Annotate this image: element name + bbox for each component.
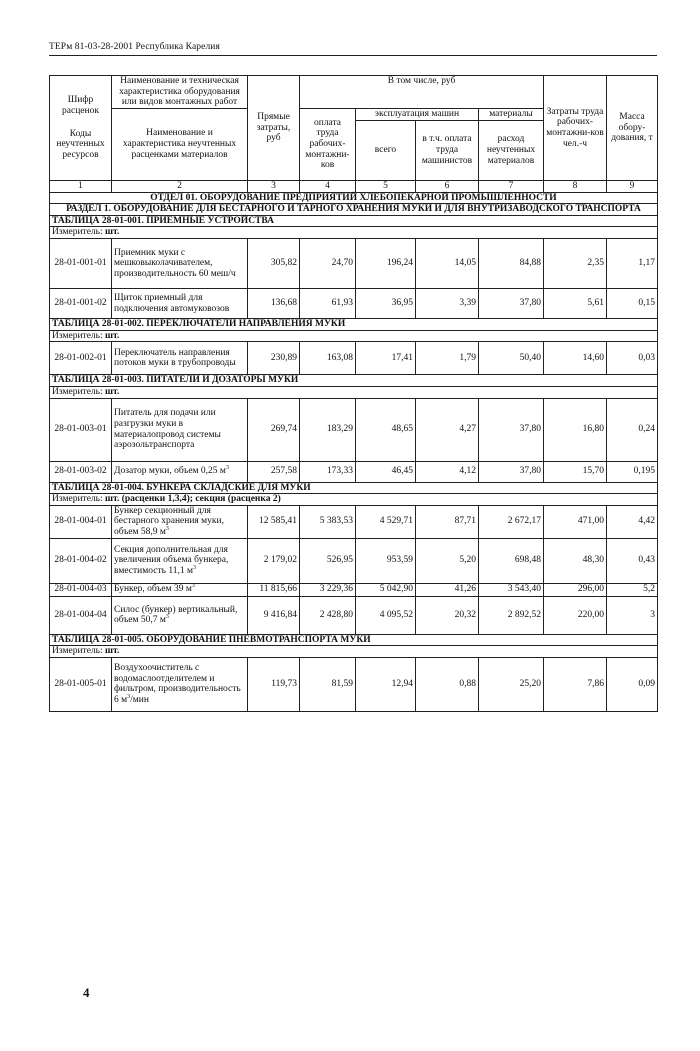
labor-pay: 24,70	[300, 239, 356, 289]
table-title: ТАБЛИЦА 28-01-003. ПИТАТЕЛИ И ДОЗАТОРЫ МУКИ	[50, 375, 658, 387]
item-name: Щиток приемный для подключения автомуковозов	[114, 292, 230, 314]
item-name-sup: 3	[191, 583, 195, 590]
unit-label: Измеритель:	[52, 386, 103, 397]
machine-total: 196,24	[356, 239, 416, 289]
table-row	[50, 398, 658, 461]
item-name-cell	[112, 342, 248, 375]
col-machines-header: эксплуатация машин	[356, 108, 479, 120]
item-name-cell	[112, 398, 248, 461]
labor-cost: 5,61	[544, 289, 607, 319]
labor-cost: 2,35	[544, 239, 607, 289]
item-name: Бункер секционный для бестарного хранения муки, объем 58,9 м	[114, 505, 224, 537]
column-number: 5	[356, 180, 416, 192]
header-row-1	[50, 76, 658, 109]
direct-cost: 230,89	[248, 342, 300, 375]
unit-label: Измеритель:	[52, 227, 103, 238]
col-materials-header: материалы	[479, 108, 544, 120]
otdel-heading: ОТДЕЛ 01. ОБОРУДОВАНИЕ ПРЕДПРИЯТИЙ ХЛЕБОПЕКАРНОЙ ПРОМЫШЛЕННОСТИ	[50, 192, 658, 204]
labor-cost: 15,70	[544, 461, 607, 482]
col-code-bottom: Коды неучтенных ресурсов	[56, 128, 105, 160]
labor-pay: 163,08	[300, 342, 356, 375]
table-unit-row	[50, 330, 658, 342]
column-number: 9	[607, 180, 658, 192]
unit-value: шт. (расценки 1,3,4); секция (расценка 2)	[105, 494, 281, 505]
machinist-pay: 1,79	[416, 342, 479, 375]
column-number: 8	[544, 180, 607, 192]
labor-cost: 471,00	[544, 505, 607, 538]
machine-total: 12,94	[356, 657, 416, 711]
labor-cost: 296,00	[544, 583, 607, 596]
item-name: Силос (бункер) вертикальный, объем 50,7 м	[114, 604, 238, 626]
table-unit	[50, 227, 658, 239]
material-cost: 37,80	[479, 461, 544, 482]
machine-total: 17,41	[356, 342, 416, 375]
direct-cost: 2 179,02	[248, 538, 300, 583]
material-cost: 2 672,17	[479, 505, 544, 538]
table-title-row	[50, 319, 658, 331]
item-name: Приемник муки с мешковыколачивателем, производительность 60 меш/ч	[114, 247, 236, 279]
machinist-pay: 87,71	[416, 505, 479, 538]
unit-value: шт.	[105, 386, 120, 397]
column-number: 2	[112, 180, 248, 192]
item-name-cell	[112, 538, 248, 583]
otdel-row	[50, 192, 658, 204]
machinist-pay: 14,05	[416, 239, 479, 289]
rate-code: 28-01-002-01	[50, 342, 112, 375]
item-name-cell	[112, 461, 248, 482]
item-name-cell	[112, 657, 248, 711]
equipment-mass: 1,17	[607, 239, 658, 289]
item-name-sup: 3	[165, 613, 169, 620]
machinist-pay: 20,32	[416, 596, 479, 634]
col-code-header	[50, 76, 112, 181]
item-name-tail: /мин	[130, 695, 149, 705]
item-name-cell	[112, 596, 248, 634]
table-unit	[50, 386, 658, 398]
machine-total: 46,45	[356, 461, 416, 482]
col-name-top: Наименование и техническая характеристика оборудования или видов монтажных работ	[112, 76, 248, 109]
material-cost: 37,80	[479, 398, 544, 461]
rate-code: 28-01-004-04	[50, 596, 112, 634]
machinist-pay: 4,12	[416, 461, 479, 482]
table-row	[50, 583, 658, 596]
table-row	[50, 342, 658, 375]
labor-pay: 173,33	[300, 461, 356, 482]
column-number-row	[50, 180, 658, 192]
labor-pay: 81,59	[300, 657, 356, 711]
equipment-mass: 0,24	[607, 398, 658, 461]
machine-total: 4 529,71	[356, 505, 416, 538]
equipment-mass: 0,03	[607, 342, 658, 375]
col-code-top: Шифр расценок	[62, 95, 99, 116]
column-number: 7	[479, 180, 544, 192]
table-title: ТАБЛИЦА 28-01-004. БУНКЕРА СКЛАДСКИЕ ДЛЯ МУКИ	[50, 482, 658, 494]
col-direct-header: Прямые затраты, руб	[248, 76, 300, 181]
column-number: 4	[300, 180, 356, 192]
item-name-sup: 3	[165, 525, 169, 532]
equipment-mass: 0,15	[607, 289, 658, 319]
item-name-cell	[112, 239, 248, 289]
machinist-pay: 0,88	[416, 657, 479, 711]
column-number: 3	[248, 180, 300, 192]
item-name-cell	[112, 289, 248, 319]
header-rule	[49, 55, 657, 56]
machine-total: 48,65	[356, 398, 416, 461]
table-title: ТАБЛИЦА 28-01-005. ОБОРУДОВАНИЕ ПНЕВМОТРАНСПОРТА МУКИ	[50, 634, 658, 646]
material-cost: 698,48	[479, 538, 544, 583]
rate-code: 28-01-001-01	[50, 239, 112, 289]
machine-total: 953,59	[356, 538, 416, 583]
equipment-mass: 0,09	[607, 657, 658, 711]
table-unit-row	[50, 646, 658, 658]
rate-code: 28-01-005-01	[50, 657, 112, 711]
col-mass-header: Масса обору-дования, т	[607, 76, 658, 181]
direct-cost: 12 585,41	[248, 505, 300, 538]
equipment-mass: 4,42	[607, 505, 658, 538]
item-name: Переключатель направления потоков муки в трубопроводы	[114, 347, 236, 369]
table-row	[50, 239, 658, 289]
column-number: 6	[416, 180, 479, 192]
table-unit-row	[50, 494, 658, 506]
material-cost: 25,20	[479, 657, 544, 711]
material-cost: 84,88	[479, 239, 544, 289]
item-name-sup: 3	[192, 564, 196, 571]
table-row	[50, 505, 658, 538]
col-labor-header: оплата труда рабочих-монтажни-ков	[300, 108, 356, 180]
table-row	[50, 657, 658, 711]
material-cost: 3 543,40	[479, 583, 544, 596]
unit-value: шт.	[105, 330, 120, 341]
equipment-mass: 0,195	[607, 461, 658, 482]
table-title: ТАБЛИЦА 28-01-001. ПРИЕМНЫЕ УСТРОЙСТВА	[50, 215, 658, 227]
table-title-row	[50, 215, 658, 227]
table-title-row	[50, 634, 658, 646]
col-machinist-header: в т.ч. оплата труда машинистов	[416, 120, 479, 180]
labor-cost: 220,00	[544, 596, 607, 634]
page-number: 4	[83, 985, 90, 1000]
rate-code: 28-01-004-03	[50, 583, 112, 596]
direct-cost: 136,68	[248, 289, 300, 319]
labor-pay: 61,93	[300, 289, 356, 319]
labor-pay: 526,95	[300, 538, 356, 583]
machinist-pay: 41,26	[416, 583, 479, 596]
machine-total: 4 095,52	[356, 596, 416, 634]
col-incl-header: В том числе, руб	[300, 76, 544, 109]
table-unit-row	[50, 227, 658, 239]
labor-pay: 2 428,80	[300, 596, 356, 634]
item-name: Воздухоочиститель с водомаслоотделителем и фильтром, производительность 6 м	[114, 663, 241, 705]
table-title: ТАБЛИЦА 28-01-002. ПЕРЕКЛЮЧАТЕЛИ НАПРАВЛЕНИЯ МУКИ	[50, 319, 658, 331]
table-unit	[50, 330, 658, 342]
labor-cost: 48,30	[544, 538, 607, 583]
machinist-pay: 5,20	[416, 538, 479, 583]
rates-table	[49, 75, 658, 712]
unit-label: Измеритель:	[52, 330, 103, 341]
unit-label: Измеритель:	[52, 646, 103, 657]
col-name-bottom: Наименование и характеристика неучтенных расценками материалов	[112, 108, 248, 180]
table-unit-row	[50, 386, 658, 398]
rate-code: 28-01-003-02	[50, 461, 112, 482]
equipment-mass: 3	[607, 596, 658, 634]
equipment-mass: 5,2	[607, 583, 658, 596]
unit-label: Измеритель:	[52, 494, 103, 505]
machine-total: 5 042,90	[356, 583, 416, 596]
table-title-row	[50, 375, 658, 387]
material-cost: 2 892,52	[479, 596, 544, 634]
labor-cost: 7,86	[544, 657, 607, 711]
item-name-sup: 3	[127, 693, 131, 700]
item-name-sup: 3	[225, 465, 229, 472]
item-name-cell	[112, 583, 248, 596]
rate-code: 28-01-004-01	[50, 505, 112, 538]
unit-value: шт.	[105, 227, 120, 238]
item-name-cell	[112, 505, 248, 538]
direct-cost: 9 416,84	[248, 596, 300, 634]
direct-cost: 119,73	[248, 657, 300, 711]
col-total-header: всего	[356, 120, 416, 180]
table-row	[50, 289, 658, 319]
col-laborcost-header: Затраты труда рабочих-монтажни-ков чел.-ч	[544, 76, 607, 181]
item-name: Дозатор муки, объем 0,25 м	[114, 466, 226, 477]
table-row	[50, 596, 658, 634]
machinist-pay: 3,39	[416, 289, 479, 319]
unit-value: шт.	[105, 646, 120, 657]
rate-code: 28-01-004-02	[50, 538, 112, 583]
razdel-heading: РАЗДЕЛ 1. ОБОРУДОВАНИЕ ДЛЯ БЕСТАРНОГО И ТАРНОГО ХРАНЕНИЯ МУКИ И ДЛЯ ВНУТРИЗАВОДСКОГО ТРАНСПОРТА	[50, 204, 658, 216]
column-number: 1	[50, 180, 112, 192]
machinist-pay: 4,27	[416, 398, 479, 461]
labor-pay: 3 229,36	[300, 583, 356, 596]
item-name: Питатель для подачи или разгрузки муки в материалопровод системы аэрозольтранспорта	[114, 408, 221, 451]
labor-pay: 5 383,53	[300, 505, 356, 538]
item-name: Секция дополнительная для увеличения объема бункера, вместимость 11,1 м	[114, 544, 229, 576]
rate-code: 28-01-003-01	[50, 398, 112, 461]
direct-cost: 269,74	[248, 398, 300, 461]
direct-cost: 257,58	[248, 461, 300, 482]
col-material-cost-header: расход неучтенных материалов	[479, 120, 544, 180]
material-cost: 50,40	[479, 342, 544, 375]
document-header: ТЕРм 81-03-28-2001 Республика Карелия	[49, 42, 220, 52]
item-name: Бункер, объем 39 м	[114, 584, 192, 595]
machine-total: 36,95	[356, 289, 416, 319]
table-title-row	[50, 482, 658, 494]
table-unit	[50, 646, 658, 658]
table-row	[50, 461, 658, 482]
direct-cost: 11 815,66	[248, 583, 300, 596]
table-unit	[50, 494, 658, 506]
direct-cost: 305,82	[248, 239, 300, 289]
material-cost: 37,80	[479, 289, 544, 319]
labor-cost: 14,60	[544, 342, 607, 375]
equipment-mass: 0,43	[607, 538, 658, 583]
rate-code: 28-01-001-02	[50, 289, 112, 319]
razdel-row	[50, 204, 658, 216]
labor-pay: 183,29	[300, 398, 356, 461]
table-row	[50, 538, 658, 583]
labor-cost: 16,80	[544, 398, 607, 461]
